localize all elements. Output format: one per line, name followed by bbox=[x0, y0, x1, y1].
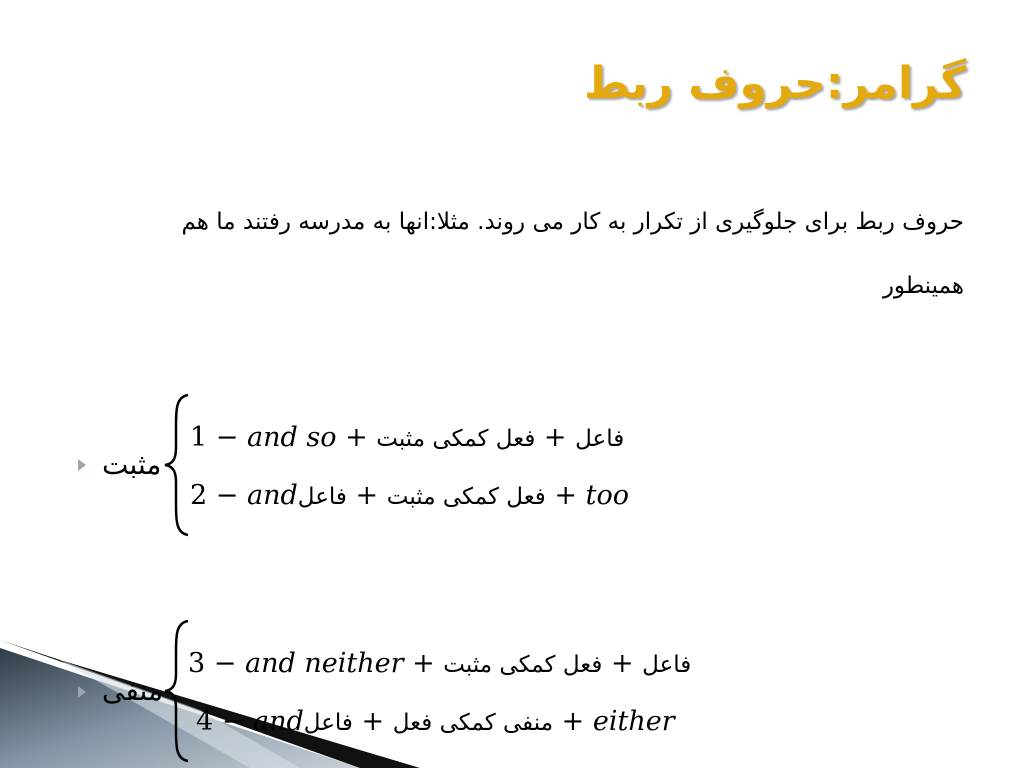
eq-operator: − bbox=[215, 422, 239, 453]
eq-operator: + bbox=[361, 706, 385, 737]
eq-operator: + bbox=[355, 480, 379, 511]
equation-line-2 bbox=[190, 480, 629, 511]
eq-persian-term: منفی کمکی فعل bbox=[392, 710, 554, 736]
equation-line-3 bbox=[188, 648, 691, 679]
eq-number: 3 bbox=[188, 648, 206, 679]
eq-operator: − bbox=[213, 648, 237, 679]
eq-persian-term: فعل کمکی مثبت bbox=[386, 484, 546, 510]
bullet-arrow-icon bbox=[78, 686, 86, 698]
eq-persian-term: فاعل bbox=[575, 426, 625, 452]
eq-operator: + bbox=[345, 422, 368, 453]
eq-operator: + bbox=[610, 648, 634, 679]
eq-operator: − bbox=[215, 480, 239, 511]
eq-persian-term: فاعل bbox=[642, 652, 692, 678]
equation-line-4 bbox=[196, 706, 675, 737]
left-brace-icon bbox=[162, 392, 192, 538]
group-label-positive: مثبت bbox=[102, 448, 162, 481]
eq-operator: + bbox=[543, 422, 567, 453]
group-label-negative: منفی bbox=[102, 674, 163, 707]
eq-persian-term: فاعل bbox=[297, 484, 347, 510]
body-paragraph: حروف ربط برای جلوگیری از تکرار به کار می روند. مثلا:انها به مدرسه رفتند ما هم همینطور bbox=[181, 209, 964, 299]
slide-title: گرامر:حروف ربط bbox=[583, 58, 966, 109]
eq-english-term: and bbox=[253, 706, 304, 737]
eq-english-term: either bbox=[592, 706, 675, 737]
eq-persian-term: فاعل bbox=[303, 710, 353, 736]
left-brace-icon bbox=[162, 618, 192, 764]
eq-english-term: and so bbox=[247, 422, 337, 453]
eq-operator: + bbox=[561, 706, 585, 737]
eq-operator: + bbox=[412, 648, 435, 679]
equation-line-1 bbox=[190, 422, 624, 453]
eq-number: 1 bbox=[190, 422, 208, 453]
eq-persian-term: فعل کمکی مثبت bbox=[376, 426, 536, 452]
eq-number: 4 bbox=[196, 706, 214, 737]
eq-operator: − bbox=[221, 706, 245, 737]
eq-english-term: and bbox=[247, 480, 298, 511]
eq-operator: + bbox=[554, 480, 578, 511]
bullet-arrow-icon bbox=[78, 459, 86, 471]
eq-persian-term: فعل کمکی مثبت bbox=[443, 652, 603, 678]
eq-english-term: and neither bbox=[245, 648, 404, 679]
eq-number: 2 bbox=[190, 480, 208, 511]
decorative-corner-shape bbox=[0, 620, 420, 768]
eq-english-term: too bbox=[585, 480, 629, 511]
